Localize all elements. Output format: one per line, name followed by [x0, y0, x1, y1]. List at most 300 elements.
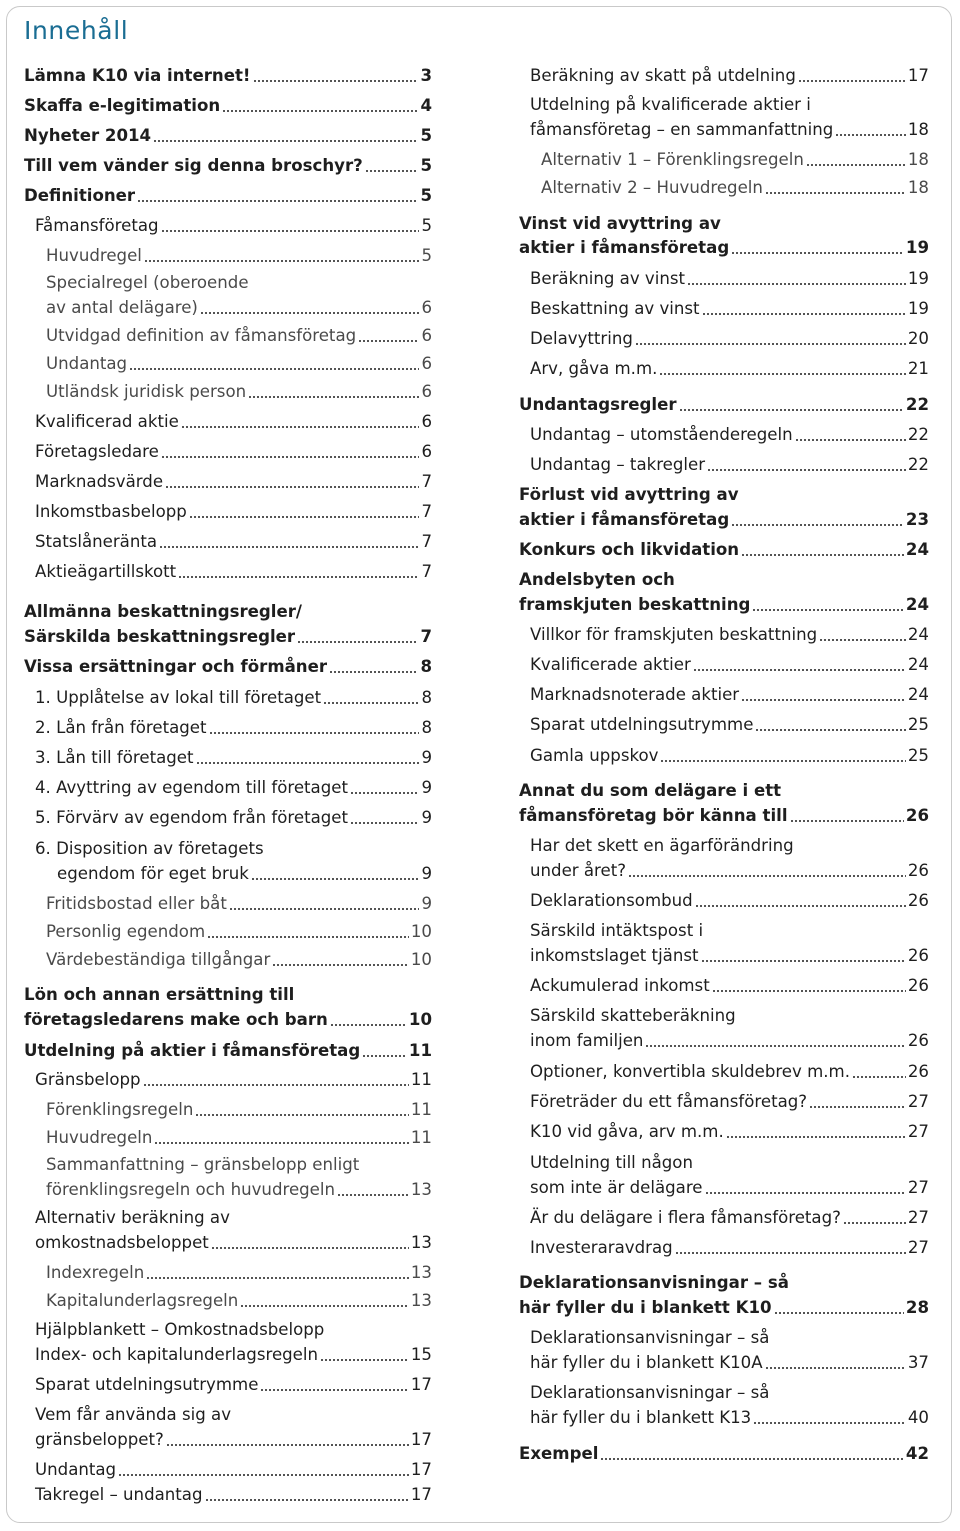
dot-leader: [272, 964, 409, 966]
toc-page-number: 10: [408, 1010, 432, 1029]
toc-entry[interactable]: [24, 861, 432, 886]
toc-page-number: 13: [410, 1233, 432, 1252]
toc-entry[interactable]: [24, 1230, 432, 1255]
toc-entry[interactable]: [24, 351, 432, 376]
dot-leader: [774, 1312, 904, 1314]
toc-entry[interactable]: [519, 622, 929, 647]
toc-entry[interactable]: [24, 1482, 432, 1507]
toc-entry[interactable]: [519, 652, 929, 677]
toc-page-number: 8: [421, 718, 432, 737]
toc-page-number: 27: [907, 1238, 929, 1257]
toc-entry[interactable]: [24, 1177, 432, 1202]
toc-page-number: 24: [907, 685, 929, 704]
dot-leader: [209, 732, 420, 734]
toc-entry[interactable]: [24, 624, 432, 649]
toc-entry[interactable]: [519, 1295, 929, 1320]
toc-entry-title: Allmänna beskattningsregler/: [24, 602, 302, 621]
toc-entry-title: av antal delägare): [46, 298, 198, 317]
dot-leader: [196, 762, 420, 764]
toc-entry[interactable]: [519, 175, 929, 200]
toc-entry[interactable]: [519, 422, 929, 447]
dot-leader: [159, 546, 419, 548]
toc-entry-title: Företagsledare: [35, 442, 159, 461]
toc-page-number: 13: [410, 1180, 432, 1199]
toc-entry[interactable]: [519, 1059, 929, 1084]
toc-entry-line: [24, 836, 432, 861]
toc-page-number: 21: [907, 359, 929, 378]
toc-entry-title: Takregel – undantag: [35, 1485, 203, 1504]
toc-page-number: 7: [420, 627, 432, 646]
toc-entry[interactable]: [24, 323, 432, 348]
toc-page-number: 7: [421, 562, 432, 581]
toc-entry-title: 6. Disposition av företagets: [35, 839, 264, 858]
toc-entry-line: [519, 211, 929, 236]
toc-page-number: 6: [421, 412, 432, 431]
toc-entry-title: Företräder du ett fåmansföretag?: [530, 1092, 808, 1111]
toc-entry[interactable]: [24, 1342, 432, 1367]
dot-leader: [143, 1084, 409, 1086]
toc-entry-line: [519, 1003, 929, 1028]
toc-entry-title: Utvidgad definition av fåmansföretag: [46, 326, 357, 345]
dot-leader: [144, 260, 420, 262]
toc-entry-title: Fåmansföretag: [35, 216, 159, 235]
dot-leader: [137, 200, 418, 202]
toc-page-number: 24: [907, 655, 929, 674]
toc-page-number: 6: [421, 442, 432, 461]
toc-page-number: 11: [410, 1128, 432, 1147]
toc-entry-title: Annat du som delägare i ett: [519, 781, 782, 800]
dot-leader: [843, 1222, 906, 1224]
toc-entry[interactable]: [519, 117, 929, 142]
toc-entry-title: Deklarationsanvisningar – så: [519, 1273, 789, 1292]
toc-entry-title: Utländsk juridisk person: [46, 382, 247, 401]
toc-entry[interactable]: [24, 1260, 432, 1285]
toc-entry[interactable]: [519, 1089, 929, 1114]
toc-entry-title: omkostnadsbeloppet: [35, 1233, 209, 1252]
toc-entry-title: Lämna K10 via internet!: [24, 66, 251, 85]
toc-entry-title: företagsledarens make och barn: [24, 1010, 328, 1029]
toc-entry-title: aktier i fåmansföretag: [519, 238, 730, 257]
toc-entry-title: som inte är delägare: [530, 1178, 703, 1197]
toc-entry-title: Värdebeständiga tillgångar: [46, 950, 271, 969]
dot-leader: [251, 878, 420, 880]
dot-leader: [146, 1277, 409, 1279]
toc-entry[interactable]: [519, 235, 929, 260]
toc-page-number: 9: [421, 748, 432, 767]
dot-leader: [129, 368, 419, 370]
toc-page-number: 18: [907, 120, 929, 139]
toc-page-number: 13: [410, 1263, 432, 1282]
toc-page-number: 20: [907, 329, 929, 348]
toc-entry-title: Till vem vänder sig denna broschyr?: [24, 156, 363, 175]
dot-leader: [645, 1045, 905, 1047]
toc-page-number: 22: [907, 425, 929, 444]
toc-entry[interactable]: [519, 1235, 929, 1260]
toc-entry-title: Deklarationsombud: [530, 891, 693, 910]
dot-leader: [153, 140, 418, 142]
toc-page-number: 5: [421, 216, 432, 235]
toc-entry[interactable]: [24, 559, 432, 584]
toc-entry[interactable]: [519, 682, 929, 707]
toc-page-number: 18: [907, 150, 929, 169]
toc-entry[interactable]: [519, 712, 929, 737]
toc-page-number: 22: [907, 455, 929, 474]
toc-entry-title: Beräkning av skatt på utdelning: [530, 66, 796, 85]
dot-leader: [659, 373, 905, 375]
toc-entry-title: Marknadsnoterade aktier: [530, 685, 740, 704]
toc-entry-title: här fyller du i blankett K13: [530, 1408, 752, 1427]
toc-entry[interactable]: [519, 858, 929, 883]
toc-entry-title: Vinst vid avyttring av: [519, 214, 721, 233]
dot-leader: [248, 396, 419, 398]
toc-entry[interactable]: [24, 123, 432, 148]
toc-page-number: 15: [410, 1345, 432, 1364]
toc-entry-title: Särskild intäktspost i: [530, 921, 704, 940]
toc-entry-title: Alternativ beräkning av: [35, 1208, 230, 1227]
dot-leader: [365, 170, 419, 172]
toc-page-number: 8: [421, 688, 432, 707]
toc-entry-title: Förlust vid avyttring av: [519, 485, 739, 504]
toc-entry-line: [519, 778, 929, 803]
dot-leader: [755, 729, 905, 731]
toc-entry[interactable]: [24, 295, 432, 320]
toc-page-number: 42: [905, 1444, 929, 1463]
toc-page-number: 22: [905, 395, 929, 414]
toc-entry[interactable]: [24, 919, 432, 944]
dot-leader: [200, 312, 420, 314]
toc-entry[interactable]: [519, 592, 929, 617]
toc-entry[interactable]: [24, 1067, 432, 1092]
toc-entry-line: [24, 599, 432, 624]
dot-leader: [337, 1194, 409, 1196]
toc-entry-title: Aktieägartillskott: [35, 562, 177, 581]
dot-leader: [741, 699, 906, 701]
toc-entry-title: Undantag – takregler: [530, 455, 706, 474]
toc-page-number: 26: [907, 1062, 929, 1081]
toc-entry-title: Indexregeln: [46, 1263, 145, 1282]
toc-entry-title: Vem får använda sig av: [35, 1405, 232, 1424]
dot-leader: [731, 252, 904, 254]
dot-leader: [798, 80, 906, 82]
toc-entry[interactable]: [519, 1175, 929, 1200]
toc-page-number: 27: [907, 1092, 929, 1111]
toc-page-number: 9: [421, 864, 432, 883]
toc-entry-title: Index- och kapitalunderlagsregeln: [35, 1345, 319, 1364]
dot-leader: [852, 1076, 906, 1078]
toc-entry-title: Undantagsregler: [519, 395, 677, 414]
toc-page-number: 26: [907, 1031, 929, 1050]
dot-leader: [600, 1458, 904, 1460]
toc-entry-title: Definitioner: [24, 186, 136, 205]
page-title: Innehåll: [24, 16, 129, 45]
toc-page-number: 5: [420, 156, 432, 175]
toc-entry[interactable]: [24, 439, 432, 464]
toc-page-number: 7: [421, 502, 432, 521]
dot-leader: [181, 426, 420, 428]
dot-leader: [154, 1142, 408, 1144]
toc-entry[interactable]: [519, 537, 929, 562]
toc-entry[interactable]: [519, 888, 929, 913]
toc-entry[interactable]: [519, 326, 929, 351]
dot-leader: [253, 80, 419, 82]
toc-entry[interactable]: [24, 529, 432, 554]
toc-entry-title: Alternativ 1 – Förenklingsregeln: [541, 150, 804, 169]
toc-entry[interactable]: [24, 1125, 432, 1150]
toc-entry[interactable]: [519, 507, 929, 532]
toc-entry[interactable]: [24, 93, 432, 118]
toc-page-number: 17: [410, 1485, 432, 1504]
toc-page-number: 19: [905, 238, 929, 257]
toc-entry-title: Nyheter 2014: [24, 126, 152, 145]
dot-leader: [765, 192, 906, 194]
dot-leader: [835, 134, 906, 136]
dot-leader: [330, 1024, 407, 1026]
toc-entry-title: Utdelning till någon: [530, 1153, 693, 1172]
toc-entry-title: Kvalificerad aktie: [35, 412, 179, 431]
toc-entry[interactable]: [24, 409, 432, 434]
toc-entry-line: [519, 1270, 929, 1295]
toc-page-number: 18: [907, 178, 929, 197]
toc-entry-title: Vissa ersättningar och förmåner: [24, 657, 328, 676]
toc-entry[interactable]: [24, 379, 432, 404]
toc-entry-line: [519, 918, 929, 943]
dot-leader: [205, 1499, 409, 1501]
toc-entry-line: [519, 1325, 929, 1350]
toc-page-number: 6: [421, 326, 432, 345]
toc-page-number: 19: [907, 269, 929, 288]
toc-entry-title: förenklingsregeln och huvudregeln: [46, 1180, 336, 1199]
toc-entry-title: Personlig egendom: [46, 922, 206, 941]
toc-entry-title: Inkomstbasbelopp: [35, 502, 187, 521]
toc-entry-line: [24, 1152, 432, 1177]
toc-entry-title: Kvalificerade aktier: [530, 655, 691, 674]
toc-entry[interactable]: [24, 63, 432, 88]
toc-page-number: 40: [907, 1408, 929, 1427]
toc-entry[interactable]: [24, 469, 432, 494]
dot-leader: [350, 822, 419, 824]
toc-page-number: 5: [420, 126, 432, 145]
toc-entry[interactable]: [519, 452, 929, 477]
dot-leader: [702, 313, 906, 315]
toc-entry-title: Förenklingsregeln: [46, 1100, 194, 1119]
toc-entry-title: Är du delägare i flera fåmansföretag?: [530, 1208, 841, 1227]
toc-entry[interactable]: [519, 392, 929, 417]
toc-entry-line: [24, 1402, 432, 1427]
toc-entry[interactable]: [24, 947, 432, 972]
dot-leader: [705, 1192, 906, 1194]
dot-leader: [118, 1474, 409, 1476]
toc-page-number: 27: [907, 1208, 929, 1227]
dot-leader: [358, 340, 419, 342]
toc-entry[interactable]: [24, 499, 432, 524]
toc-page-number: 17: [907, 66, 929, 85]
toc-entry-title: Särskilda beskattningsregler: [24, 627, 296, 646]
dot-leader: [323, 702, 419, 704]
dot-leader: [207, 936, 409, 938]
toc-page-number: 6: [421, 382, 432, 401]
dot-leader: [240, 1305, 409, 1307]
toc-page-number: 10: [410, 922, 432, 941]
toc-entry[interactable]: [24, 1288, 432, 1313]
toc-entry-title: Konkurs och likvidation: [519, 540, 740, 559]
toc-entry[interactable]: [24, 654, 432, 679]
toc-entry[interactable]: [24, 775, 432, 800]
toc-entry[interactable]: [24, 1457, 432, 1482]
toc-entry[interactable]: [519, 803, 929, 828]
toc-entry-title: Marknadsvärde: [35, 472, 164, 491]
toc-entry[interactable]: [519, 147, 929, 172]
toc-entry-title: aktier i fåmansföretag: [519, 510, 730, 529]
toc-entry-line: [24, 982, 432, 1007]
toc-entry[interactable]: [24, 891, 432, 916]
toc-entry-title: Deklarationsanvisningar – så: [530, 1328, 770, 1347]
toc-entry[interactable]: [24, 1007, 432, 1032]
dot-leader: [741, 554, 904, 556]
toc-entry[interactable]: [519, 973, 929, 998]
toc-entry-title: framskjuten beskattning: [519, 595, 751, 614]
toc-page-number: 26: [907, 861, 929, 880]
toc-page-number: 3: [420, 66, 432, 85]
toc-entry-title: Lön och annan ersättning till: [24, 985, 295, 1004]
toc-entry-title: Investeraravdrag: [530, 1238, 673, 1257]
toc-page-number: 9: [421, 894, 432, 913]
toc-entry[interactable]: [24, 1427, 432, 1452]
dot-leader: [161, 456, 420, 458]
toc-entry[interactable]: [519, 266, 929, 291]
dot-leader: [809, 1106, 906, 1108]
toc-entry[interactable]: [519, 1119, 929, 1144]
dot-leader: [350, 792, 419, 794]
dot-leader: [660, 760, 905, 762]
toc-entry[interactable]: [519, 1405, 929, 1430]
toc-page-number: 4: [420, 96, 432, 115]
dot-leader: [222, 110, 418, 112]
toc-entry-title: under året?: [530, 861, 627, 880]
toc-entry-line: [24, 1317, 432, 1342]
toc-entry[interactable]: [24, 745, 432, 770]
dot-leader: [687, 283, 906, 285]
toc-entry[interactable]: [24, 1038, 432, 1063]
toc-entry[interactable]: [24, 183, 432, 208]
toc-entry-title: Undantag: [46, 354, 128, 373]
toc-page-number: 24: [905, 595, 929, 614]
toc-entry[interactable]: [24, 243, 432, 268]
dot-leader: [726, 1136, 906, 1138]
dot-leader: [195, 1114, 409, 1116]
toc-entry-line: [519, 92, 929, 117]
toc-entry-title: Specialregel (oberoende: [46, 273, 249, 292]
toc-entry-title: här fyller du i blankett K10A: [530, 1353, 763, 1372]
toc-entry-line: [519, 567, 929, 592]
toc-entry-line: [519, 833, 929, 858]
toc-entry-title: gränsbeloppet?: [35, 1430, 164, 1449]
toc-page-number: 17: [410, 1430, 432, 1449]
toc-page-number: 26: [905, 806, 929, 825]
toc-entry-title: 2. Lån från företaget: [35, 718, 207, 737]
toc-entry-title: egendom för eget bruk: [57, 864, 249, 883]
toc-entry-title: Statslåneränta: [35, 532, 158, 551]
toc-page-number: 24: [907, 625, 929, 644]
dot-leader: [362, 1055, 407, 1057]
toc-entry-title: fåmansföretag bör känna till: [519, 806, 788, 825]
dot-leader: [260, 1389, 408, 1391]
toc-page-number: 6: [421, 354, 432, 373]
toc-entry-title: Har det skett en ägarförändring: [530, 836, 794, 855]
toc-entry-title: Gamla uppskov: [530, 746, 659, 765]
toc-page-number: 6: [421, 298, 432, 317]
toc-entry[interactable]: [24, 153, 432, 178]
toc-page-number: 7: [421, 472, 432, 491]
toc-entry-title: Alternativ 2 – Huvudregeln: [541, 178, 763, 197]
toc-entry[interactable]: [24, 805, 432, 830]
toc-entry-title: Sparat utdelningsutrymme: [530, 715, 754, 734]
toc-page-number: 24: [905, 540, 929, 559]
toc-entry-title: Fritidsbostad eller båt: [46, 894, 227, 913]
toc-entry-title: 1. Upplåtelse av lokal till företaget: [35, 688, 322, 707]
toc-entry[interactable]: [519, 943, 929, 968]
toc-page-number: 11: [408, 1041, 432, 1060]
toc-entry-title: Hjälpblankett – Omkostnadsbelopp: [35, 1320, 325, 1339]
dot-leader: [329, 671, 418, 673]
toc-entry-title: Utdelning på kvalificerade aktier i: [530, 95, 811, 114]
toc-entry[interactable]: [519, 1205, 929, 1230]
toc-entry-title: Gränsbelopp: [35, 1070, 141, 1089]
toc-page-number: 9: [421, 808, 432, 827]
dot-leader: [628, 875, 906, 877]
dot-leader: [712, 990, 906, 992]
dot-leader: [635, 343, 906, 345]
dot-leader: [819, 639, 906, 641]
toc-entry-title: 3. Lån till företaget: [35, 748, 194, 767]
dot-leader: [320, 1359, 409, 1361]
toc-entry[interactable]: [24, 213, 432, 238]
dot-leader: [765, 1367, 906, 1369]
toc-entry-title: Undantag: [35, 1460, 117, 1479]
toc-entry[interactable]: [519, 1441, 929, 1466]
toc-entry[interactable]: [519, 356, 929, 381]
toc-entry-title: här fyller du i blankett K10: [519, 1298, 772, 1317]
toc-entry[interactable]: [519, 63, 929, 88]
toc-entry-title: Beräkning av vinst: [530, 269, 686, 288]
dot-leader: [707, 469, 906, 471]
toc-entry-title: 5. Förvärv av egendom från företaget: [35, 808, 349, 827]
toc-entry[interactable]: [24, 715, 432, 740]
toc-entry-title: 4. Avyttring av egendom till företaget: [35, 778, 348, 797]
toc-page-number: 27: [907, 1122, 929, 1141]
toc-entry-line: [519, 1150, 929, 1175]
toc-entry-line: [24, 270, 432, 295]
toc-page-number: 5: [421, 246, 432, 265]
toc-entry[interactable]: [519, 743, 929, 768]
dot-leader: [165, 486, 419, 488]
dot-leader: [211, 1247, 409, 1249]
toc-entry-title: fåmansföretag – en sammanfattning: [530, 120, 834, 139]
toc-entry[interactable]: [519, 296, 929, 321]
toc-entry[interactable]: [24, 1097, 432, 1122]
toc-entry[interactable]: [519, 1028, 929, 1053]
toc-entry[interactable]: [24, 685, 432, 710]
toc-entry[interactable]: [519, 1350, 929, 1375]
dot-leader: [790, 820, 904, 822]
toc-entry[interactable]: [24, 1372, 432, 1397]
toc-page-number: 17: [410, 1375, 432, 1394]
dot-leader: [178, 576, 419, 578]
dot-leader: [701, 960, 906, 962]
toc-page-number: 8: [420, 657, 432, 676]
toc-entry-title: Sammanfattning – gränsbelopp enligt: [46, 1155, 360, 1174]
toc-entry-title: Delavyttring: [530, 329, 633, 348]
dot-leader: [693, 669, 906, 671]
